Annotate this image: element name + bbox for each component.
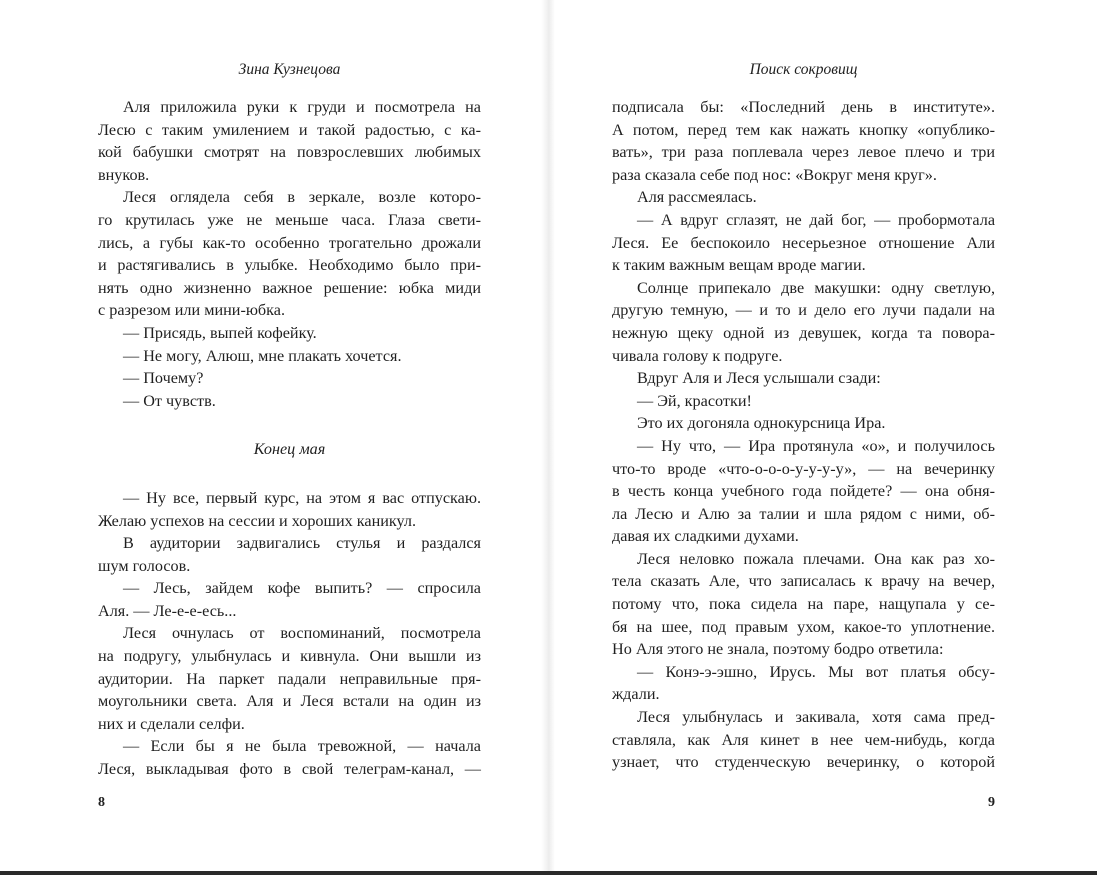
- text-line: Леся. Ее беспокоило несерьезное отношение Али: [612, 233, 995, 252]
- text-line: ла Лесю и Алю за талии и шла рядом с ними, об-: [612, 504, 995, 523]
- text-line: — Конэ-э-эшно, Ирусь. Мы вот платья обсу-: [637, 662, 995, 681]
- text-line: ждали.: [612, 685, 660, 704]
- text-line: бя на шее, под правым ухом, какое-то уплотнение.: [612, 617, 995, 636]
- text-line: внуков.: [98, 165, 150, 184]
- text-line: к таким важным вещам вроде магии.: [612, 256, 866, 275]
- right-page-text: [612, 96, 995, 774]
- text-line: чивала голову к подруге.: [612, 346, 783, 365]
- text-line: с разрезом или мини-юбка.: [98, 301, 286, 320]
- text-line: шум голосов.: [98, 556, 191, 575]
- text-line: Леся оглядела себя в зеркале, возле которо-: [123, 188, 481, 207]
- book-gutter: [541, 0, 555, 875]
- text-line: Леся улыбнулась и закивала, хотя сама пред-: [637, 708, 995, 727]
- page-number: 8: [98, 795, 105, 810]
- text-line: — Почему?: [123, 369, 204, 388]
- page-number: 9: [988, 795, 995, 810]
- section-heading: Конец мая: [253, 440, 326, 459]
- text-line: Это их догоняла однокурсница Ира.: [637, 414, 886, 433]
- text-line: кой бабушки смотрят на повзрослевших любимых: [98, 143, 481, 162]
- text-line: другую темную, — и то и дело его лучи падали на: [612, 301, 995, 320]
- text-line: В аудитории задвигались стулья и раздался: [123, 534, 481, 553]
- text-line: Вдруг Аля и Леся услышали сзади:: [637, 369, 881, 388]
- text-line: потому что, пока сидела на паре, нащупала у се-: [612, 595, 995, 614]
- text-line: что-то вроде «что-о-о-о-у-у-у-у», — на вечеринку: [612, 459, 995, 478]
- text-line: и растягивались в улыбке. Необходимо было при-: [98, 256, 481, 275]
- running-head-author: Зина Кузнецова: [238, 61, 341, 78]
- text-line: Леся, выкладывая фото в свой телеграм-канал, —: [98, 760, 481, 779]
- text-line: нять одно жизненно важное решение: юбка миди: [98, 278, 481, 297]
- text-line: Аля рассмеялась.: [637, 188, 757, 207]
- text-line: Лесю с таким умилением и такой радостью, с ка-: [98, 120, 481, 139]
- text-line: узнает, что студенческую вечеринку, о которой: [612, 753, 995, 772]
- text-line: моугольники света. Аля и Леся встали на один из: [98, 692, 481, 711]
- text-line: Леся очнулась от воспоминаний, посмотрела: [123, 624, 481, 643]
- text-line: раза сказала себе под нос: «Вокруг меня круг».: [612, 165, 937, 184]
- text-line: — Ну что, — Ира протянула «о», и получилось: [637, 436, 995, 455]
- text-line: Желаю успехов на сессии и хороших каникул.: [98, 511, 417, 530]
- text-line: них и сделали селфи.: [98, 714, 245, 733]
- left-page: [98, 0, 481, 870]
- text-line: в честь конца учебного года пойдете? — она обня-: [612, 482, 995, 501]
- text-line: нежную щеку одной из девушек, когда та повора-: [612, 323, 995, 342]
- text-line: на подругу, улыбнулась и кивнула. Они вышли из: [98, 647, 481, 666]
- text-line: — Если бы я не была тревожной, — начала: [123, 737, 481, 756]
- left-page-text: [98, 96, 481, 781]
- text-line: давая их сладкими духами.: [612, 527, 799, 546]
- text-line: тела сказать Але, что записалась к врачу на вечер,: [612, 572, 995, 591]
- text-line: аудитории. На паркет падали неправильные пря-: [98, 669, 481, 688]
- bottom-edge: [0, 871, 1097, 875]
- text-line: — Эй, красотки!: [637, 391, 752, 410]
- right-page: [612, 0, 995, 870]
- text-line: го крутилась уже не меньше часа. Глаза свети-: [98, 210, 481, 229]
- text-line: Солнце припекало две макушки: одну светлую,: [637, 278, 995, 297]
- text-line: Аля приложила руки к груди и посмотрела на: [123, 98, 481, 116]
- text-line: — Присядь, выпей кофейку.: [123, 323, 317, 342]
- text-line: — Ну все, первый курс, на этом я вас отпускаю.: [123, 488, 481, 507]
- running-head-title: Поиск сокровищ: [749, 61, 858, 78]
- text-line: Леся неловко пожала плечами. Она как раз хо-: [637, 549, 995, 568]
- text-line: — Лесь, зайдем кофе выпить? — спросила: [123, 579, 481, 598]
- text-line: — От чувств.: [123, 391, 216, 410]
- text-line: — Не могу, Алюш, мне плакать хочется.: [123, 346, 402, 365]
- text-line: подписала бы: «Последний день в институте».: [612, 98, 995, 116]
- text-line: Аля. — Ле-е-е-есь...: [98, 601, 237, 620]
- text-line: вать», три раза поплевала через левое плечо и три: [612, 143, 995, 162]
- text-line: — А вдруг сглазят, не дай бог, — пробормотала: [637, 210, 995, 229]
- text-line: лись, а губы как-то особенно трогательно дрожали: [98, 233, 481, 252]
- text-line: Но Аля этого не знала, поэтому бодро ответила:: [612, 640, 944, 659]
- text-line: ставляла, как Аля кинет в нее чем-нибудь, когда: [612, 730, 995, 749]
- text-line: А потом, перед тем как нажать кнопку «опублико-: [612, 120, 995, 139]
